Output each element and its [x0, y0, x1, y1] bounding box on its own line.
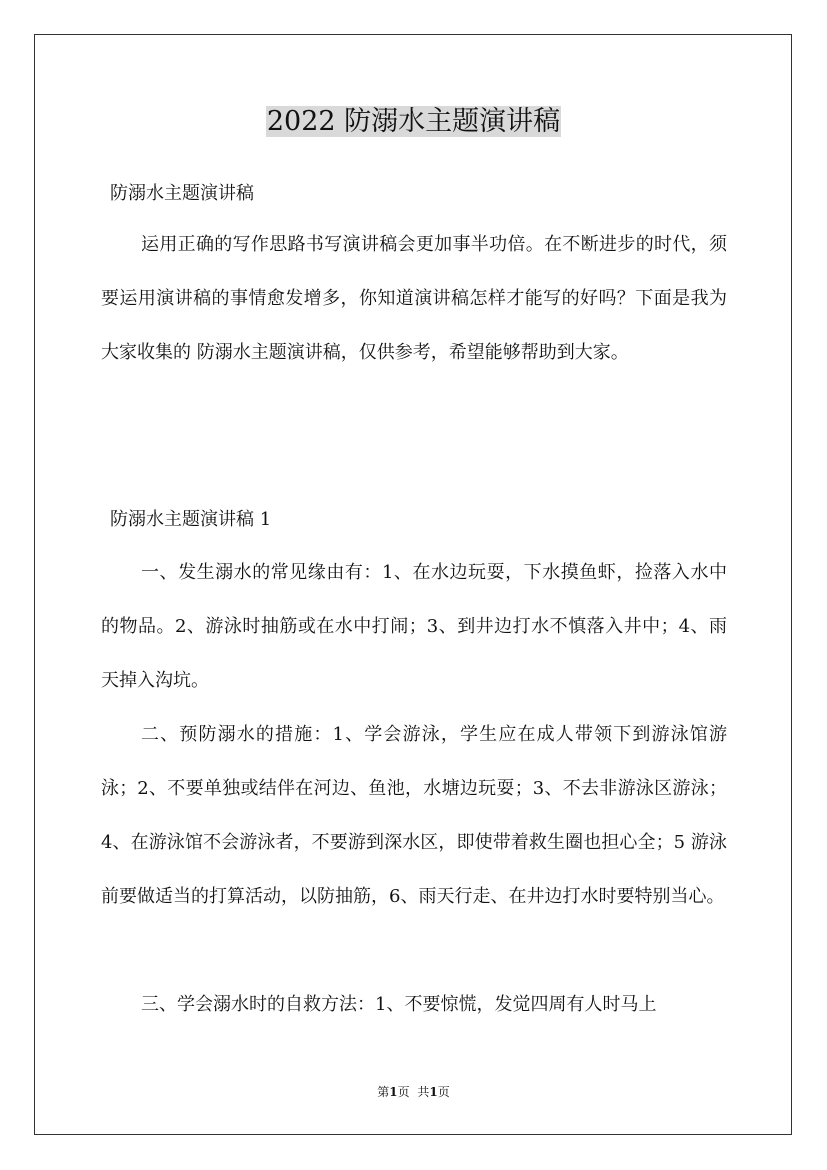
footer-total-prefix: 共: [417, 1085, 430, 1099]
section1-paragraph-3: 三、学会溺水时的自救方法：1、不要惊慌，发觉四周有人时马上: [141, 994, 657, 1015]
section1-paragraph-2: 二、预防溺水的措施：1、学会游泳，学生应在成人带领下到游泳馆游泳；2、不要单独或结伴在河边、鱼池，水塘边玩耍；3、不去非游泳区游泳；4、在游泳馆不会游泳者，不要游到深水区，即使带着救生圈也担心全；5 游泳前要做适当的打算活动，以防抽筋，6、雨天行走、在井边打水时要特别当心。: [101, 724, 727, 907]
document-title-text: 2022 防溺水主题演讲稿: [266, 106, 561, 137]
footer-page-prefix: 第: [377, 1085, 390, 1099]
footer-page-number: 1: [389, 1085, 398, 1099]
section1-paragraph-1: 一、发生溺水的常见缘由有：1、在水边玩耍，下水摸鱼虾，捡落入水中的物品。2、游泳时抽筋或在水中打闹；3、到井边打水不慎落入井中；4、雨天掉入沟坑。: [101, 562, 727, 691]
intro-paragraph: 运用正确的写作思路书写演讲稿会更加事半功倍。在不断进步的时代，须要运用演讲稿的事情愈发增多，你知道演讲稿怎样才能写的好吗？下面是我为大家收集的 防溺水主题演讲稿，仅供参考，希望能够帮助到大家。: [101, 234, 727, 363]
footer-total-pages: 1: [429, 1085, 438, 1099]
document-title: [0, 102, 827, 142]
intro-heading: 防溺水主题演讲稿: [110, 183, 254, 204]
footer-page-suffix: 页: [397, 1085, 410, 1099]
footer-total-suffix: 页: [437, 1085, 450, 1099]
section1-heading: 防溺水主题演讲稿 1: [110, 509, 272, 530]
page-footer: [0, 1083, 827, 1101]
